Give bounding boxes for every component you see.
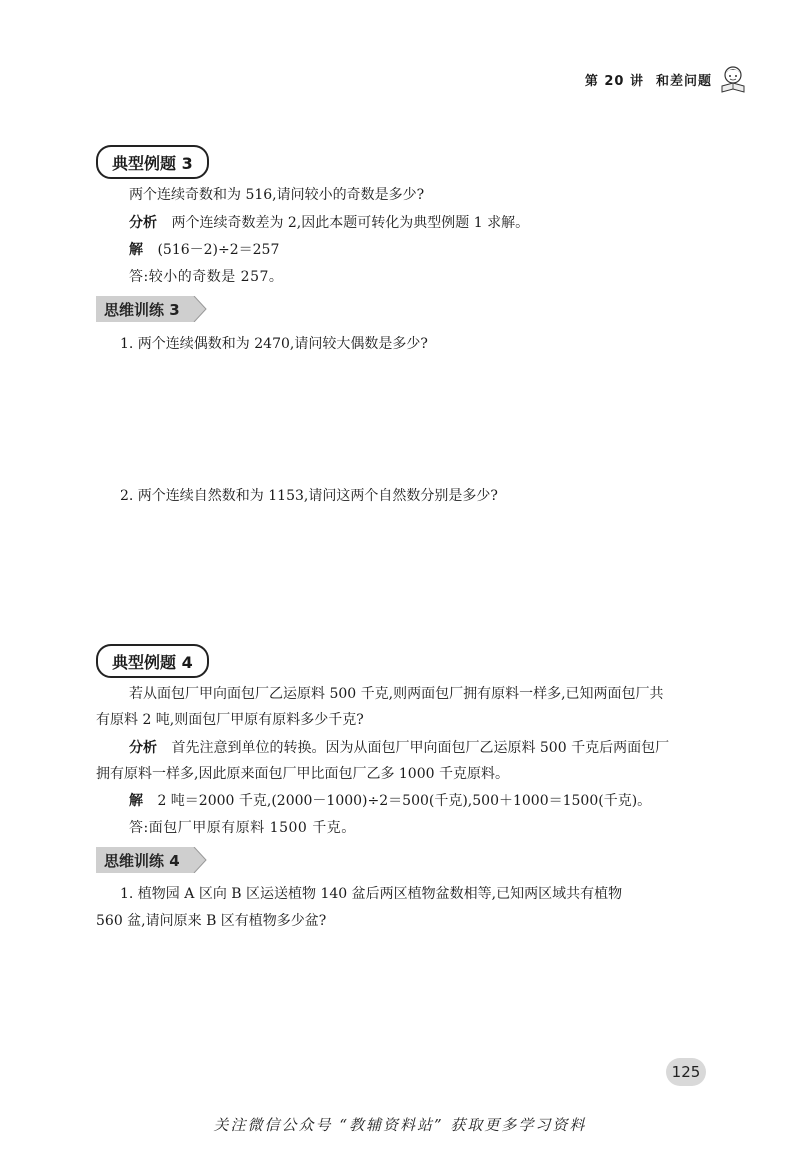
example-4-answer: 答:面包厂甲原有原料 1500 千克。 — [129, 820, 356, 836]
example-4-title-box — [96, 644, 209, 678]
example-4-question-line-1: 若从面包厂甲向面包厂乙运原料 500 千克,则两面包厂拥有原料一样多,已知两面包厂共 — [129, 686, 664, 702]
example-4-solution — [129, 791, 651, 811]
example-4-analysis — [129, 738, 669, 758]
reading-girl-icon — [718, 64, 748, 94]
solution-text: (516－2)÷2＝257 — [157, 242, 280, 258]
page-number: 125 — [666, 1058, 706, 1086]
example-3-title: 典型例题 3 — [112, 153, 193, 173]
tab-arrow-icon — [186, 847, 208, 873]
solution-label: 解 — [129, 793, 143, 809]
lecture-number: 第 20 讲 — [584, 73, 644, 89]
tab-arrow-icon — [186, 296, 208, 322]
example-3-analysis — [129, 213, 529, 233]
example-3-answer: 答:较小的奇数是 257。 — [129, 269, 284, 285]
example-4-question-line-2: 有原料 2 吨,则面包厂甲原有原料多少千克? — [96, 712, 364, 728]
training-4-question-1-line-2: 560 盆,请问原来 B 区有植物多少盆? — [96, 913, 327, 929]
training-3-tab — [96, 296, 208, 322]
training-3-question-1: 1. 两个连续偶数和为 2470,请问较大偶数是多少? — [120, 336, 428, 352]
training-4-tab — [96, 847, 208, 873]
analysis-label: 分析 — [129, 740, 157, 756]
solution-label: 解 — [129, 242, 143, 258]
analysis-text: 首先注意到单位的转换。因为从面包厂甲向面包厂乙运原料 500 千克后两面包厂 — [171, 740, 670, 756]
example-4-analysis-line-2: 拥有原料一样多,因此原来面包厂甲比面包厂乙多 1000 千克原料。 — [96, 766, 509, 782]
analysis-label: 分析 — [129, 215, 157, 231]
training-3-title: 思维训练 3 — [96, 296, 186, 322]
analysis-text: 两个连续奇数差为 2,因此本题可转化为典型例题 1 求解。 — [171, 215, 530, 231]
training-4-question-1-line-1: 1. 植物园 A 区向 B 区运送植物 140 盆后两区植物盆数相等,已知两区域共有植物 — [120, 886, 623, 902]
example-4-title: 典型例题 4 — [112, 652, 193, 672]
training-4-title: 思维训练 4 — [96, 847, 186, 873]
solution-text: 2 吨＝2000 千克,(2000－1000)÷2＝500(千克),500＋1000＝1500(千克)。 — [157, 793, 652, 809]
lecture-topic: 和差问题 — [655, 73, 712, 89]
training-3-question-2: 2. 两个连续自然数和为 1153,请问这两个自然数分别是多少? — [120, 488, 498, 504]
example-3-solution — [129, 240, 279, 260]
running-header — [585, 64, 748, 94]
example-3-question: 两个连续奇数和为 516,请问较小的奇数是多少? — [129, 187, 425, 203]
example-3-title-box — [96, 145, 209, 179]
footer-note: 关注微信公众号 “教辅资料站” 获取更多学习资料 — [213, 1116, 587, 1134]
